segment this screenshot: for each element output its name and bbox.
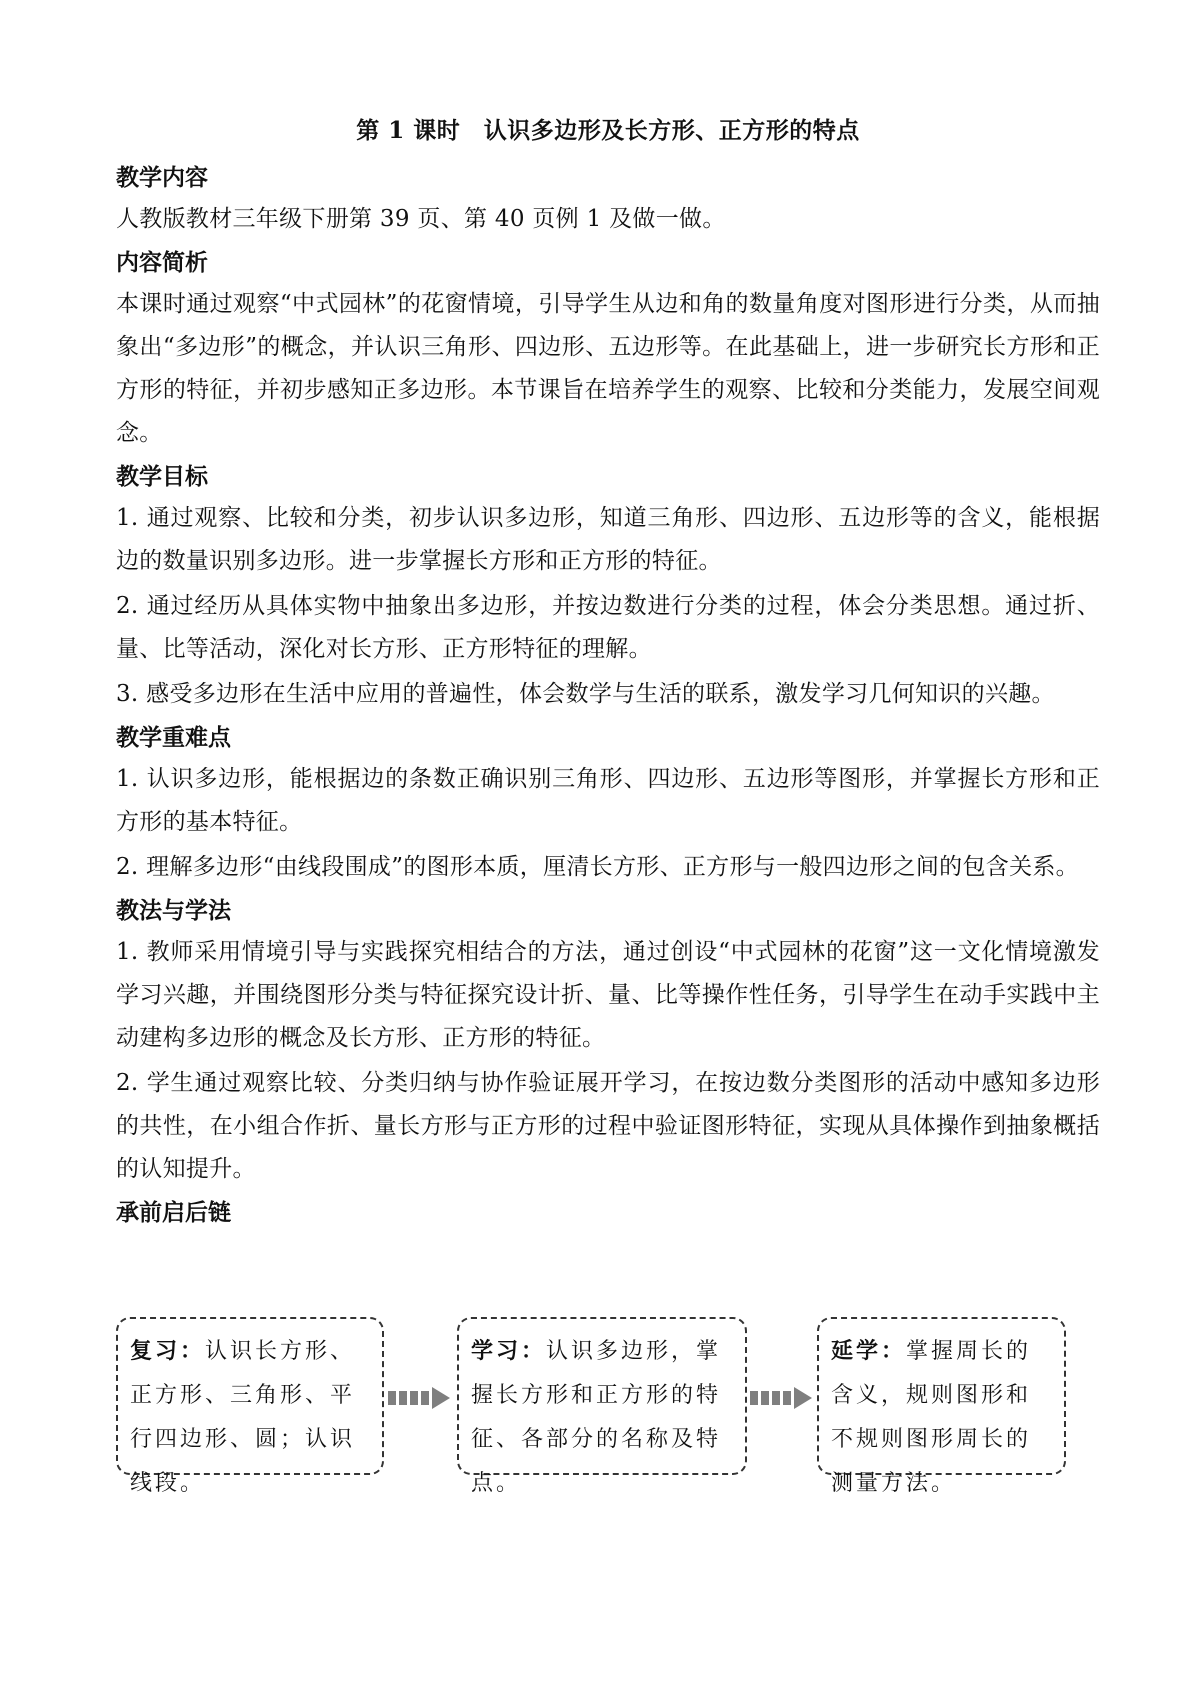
section-paragraph: 本课时通过观察“中式园林”的花窗情境，引导学生从边和角的数量角度对图形进行分类，从而抽象出“多边形”的概念，并认识三角形、四边形、五边形等。在此基础上，进一步研究长方形和正方形的特征，并初步感知正多边形。本节课旨在培养学生的观察、比较和分类能力，发展空间观念。 — [116, 291, 1100, 446]
section-methods — [116, 891, 1100, 1191]
section-connection-chain — [116, 1193, 1100, 1233]
arrow-right-icon — [750, 1387, 812, 1409]
section-heading: 内容简析 — [116, 249, 208, 276]
section-teaching-content — [116, 158, 1100, 241]
section-paragraph: 1. 认识多边形，能根据边的条数正确识别三角形、四边形、五边形等图形，并掌握长方形和正方形的基本特征。 — [116, 766, 1100, 835]
section-heading: 教学目标 — [116, 463, 208, 490]
section-paragraph: 2. 理解多边形“由线段围成”的图形本质，厘清长方形、正方形与一般四边形之间的包含关系。 — [116, 854, 1079, 880]
learn-box — [457, 1317, 747, 1496]
document-page — [116, 110, 1100, 1233]
section-key-points — [116, 718, 1100, 889]
learn-label: 学习： — [471, 1338, 547, 1364]
section-heading: 教学重难点 — [116, 724, 231, 751]
extend-label: 延学： — [831, 1338, 907, 1364]
section-paragraph: 2. 通过经历从具体实物中抽象出多边形，并按边数进行分类的过程，体会分类思想。通过折、量、比等活动，深化对长方形、正方形特征的理解。 — [116, 593, 1100, 662]
section-paragraph: 3. 感受多边形在生活中应用的普遍性，体会数学与生活的联系，激发学习几何知识的兴趣。 — [116, 681, 1055, 707]
review-label: 复习： — [130, 1338, 206, 1364]
learn-text: 认识多边形，掌握长方形和正方形的特征、各部分的名称及特点。 — [471, 1339, 722, 1496]
section-heading: 教法与学法 — [116, 897, 231, 924]
review-box — [116, 1317, 384, 1496]
section-paragraph: 人教版教材三年级下册第 39 页、第 40 页例 1 及做一做。 — [116, 206, 726, 232]
connection-flow — [116, 1317, 1076, 1496]
extend-text: 掌握周长的含义，规则图形和不规则图形周长的测量方法。 — [831, 1339, 1032, 1496]
page-title: 第 1 课时 认识多边形及长方形、正方形的特点 — [356, 117, 860, 144]
section-heading: 承前启后链 — [116, 1199, 231, 1226]
section-paragraph: 2. 学生通过观察比较、分类归纳与协作验证展开学习，在按边数分类图形的活动中感知多边形的共性，在小组合作折、量长方形与正方形的过程中验证图形特征，实现从具体操作到抽象概括的认知提升。 — [116, 1070, 1100, 1182]
section-content-analysis — [116, 243, 1100, 455]
arrow-right-icon — [388, 1387, 450, 1409]
section-paragraph: 1. 教师采用情境引导与实践探究相结合的方法，通过创设“中式园林的花窗”这一文化情境激发学习兴趣，并围绕图形分类与特征探究设计折、量、比等操作性任务，引导学生在动手实践中主动建构多边形的概念及长方形、正方形的特征。 — [116, 939, 1100, 1051]
section-paragraph: 1. 通过观察、比较和分类，初步认识多边形，知道三角形、四边形、五边形等的含义，能根据边的数量识别多边形。进一步掌握长方形和正方形的特征。 — [116, 505, 1100, 574]
section-teaching-goals — [116, 457, 1100, 716]
section-heading: 教学内容 — [116, 164, 208, 191]
review-text: 认识长方形、正方形、三角形、平行四边形、圆；认识线段。 — [130, 1339, 356, 1496]
extend-box — [817, 1317, 1066, 1496]
